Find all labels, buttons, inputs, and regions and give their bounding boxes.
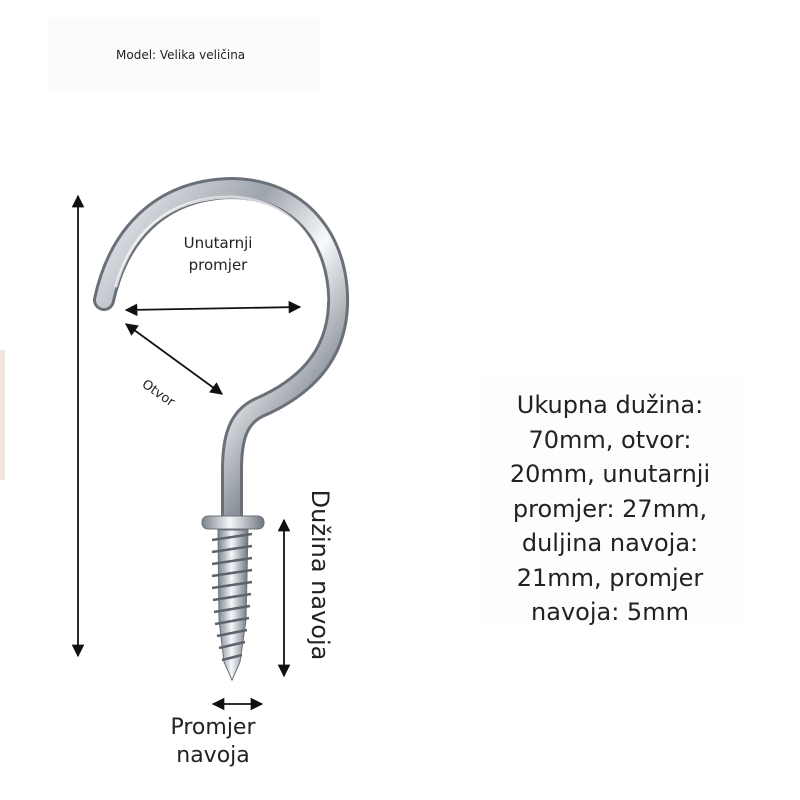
thread-diameter-label: Promjer navoja — [170, 715, 256, 768]
inner-diameter-arrow — [126, 307, 300, 310]
hook-collar — [202, 516, 264, 529]
inner-diameter-label: Unutarnji promjer — [183, 234, 253, 274]
model-label: Model: Velika veličina — [116, 48, 246, 62]
thread-length-label: Dužina navoja — [306, 489, 334, 661]
spec-text: Ukupna dužina: 70mm, otvor: 20mm, unutarnji promjer: 27mm, duljina navoja: 21mm, promjer navoja: 5mm — [509, 391, 711, 626]
opening-label: Otvor — [138, 376, 178, 411]
